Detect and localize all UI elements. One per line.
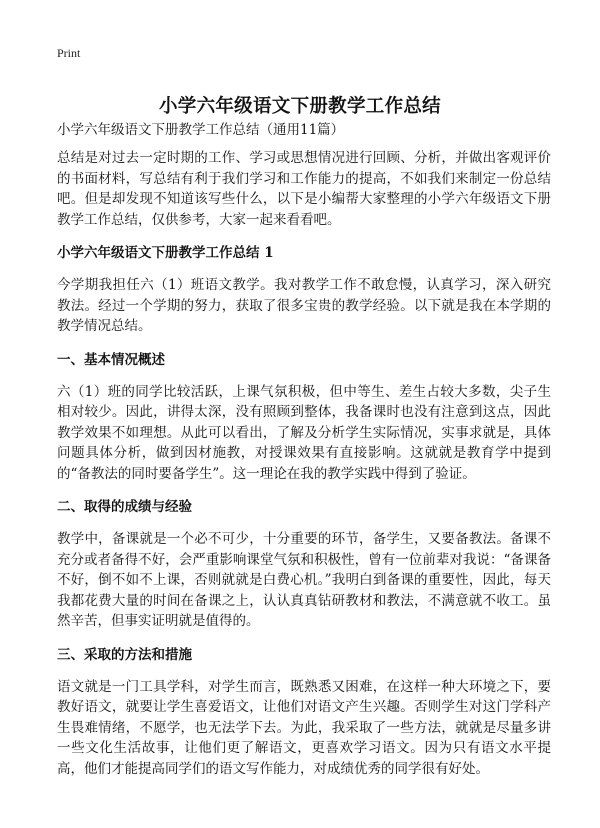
section-heading-methods: 三、采取的方法和措施 bbox=[57, 646, 192, 663]
document-body bbox=[57, 120, 551, 792]
section-heading-basic-overview: 一、基本情况概述 bbox=[57, 351, 165, 368]
section-heading-achievements: 二、取得的成绩与经验 bbox=[57, 499, 192, 515]
section-paragraph-methods: 语文就是一门工具学科，对学生而言，既熟悉又困难，在这样一种大环境之下，要教好语文，就要让学生喜爱语文，让他们对语文产生兴趣。否则学生对这门学科产生畏难情绪，不愿学，也无法学下去。为此，我采取了一些方法，就就是尽量多讲一些文化生活故事，让他们更了解语文，更喜欢学习语文。因为只有语文水平提高，他们才能提高同学们的语文写作能力，对成绩优秀的同学很有好处。 bbox=[57, 678, 551, 777]
intro-paragraph: 总结是对过去一定时期的工作、学习或思想情况进行回顾、分析，并做出客观评价的书面材料，写总结有利于我们学习和工作能力的提高，不如我们来制定一份总结吧。但是却发现不知道该写些什么，以下是小编帮大家整理的小学六年级语文下册教学工作总结，仅供参考，大家一起来看看吧。 bbox=[57, 150, 551, 228]
document-subtitle: 小学六年级语文下册教学工作总结（通用11篇） bbox=[57, 122, 345, 138]
article-heading: 小学六年级语文下册教学工作总结 1 bbox=[57, 245, 274, 261]
article-intro-paragraph: 今学期我担任六（1）班语文教学。我对教学工作不敢怠慢，认真学习，深入研究教法。经过一个学期的努力，获取了很多宝贵的教学经验。以下就是我在本学期的教学情况总结。 bbox=[57, 277, 551, 334]
section-paragraph-basic-overview: 六（1）班的同学比较活跃，上课气氛积极，但中等生、差生占较大多数，尖子生相对较少。因此，讲得太深，没有照顾到整体，我备课时也没有注意到这点，因此教学效果不如理想。从此可以看出，了解及分析学生实际情况，实事求就是，具体问题具体分析，做到因材施教，对授课效果有直接影响。这就就是教育学中提到的“备教法的同时要备学生”。这一理论在我的教学实践中得到了验证。 bbox=[57, 383, 551, 482]
print-label: Print bbox=[57, 46, 81, 60]
section-paragraph-achievements: 教学中，备课就是一个必不可少，十分重要的环节，备学生，又要备教法。备课不充分或者备得不好，会严重影响课堂气氛和积极性，曾有一位前辈对我说：“备课备不好，倒不如不上课，否则就就是白费心机。”我明白到备课的重要性，因此，每天我都花费大量的时间在备课之上，认认真真钻研教材和教法，不满意就不收工。虽然辛苦，但事实证明就是值得的。 bbox=[57, 531, 551, 629]
page-title: 小学六年级语文下册教学工作总结 bbox=[158, 96, 441, 118]
